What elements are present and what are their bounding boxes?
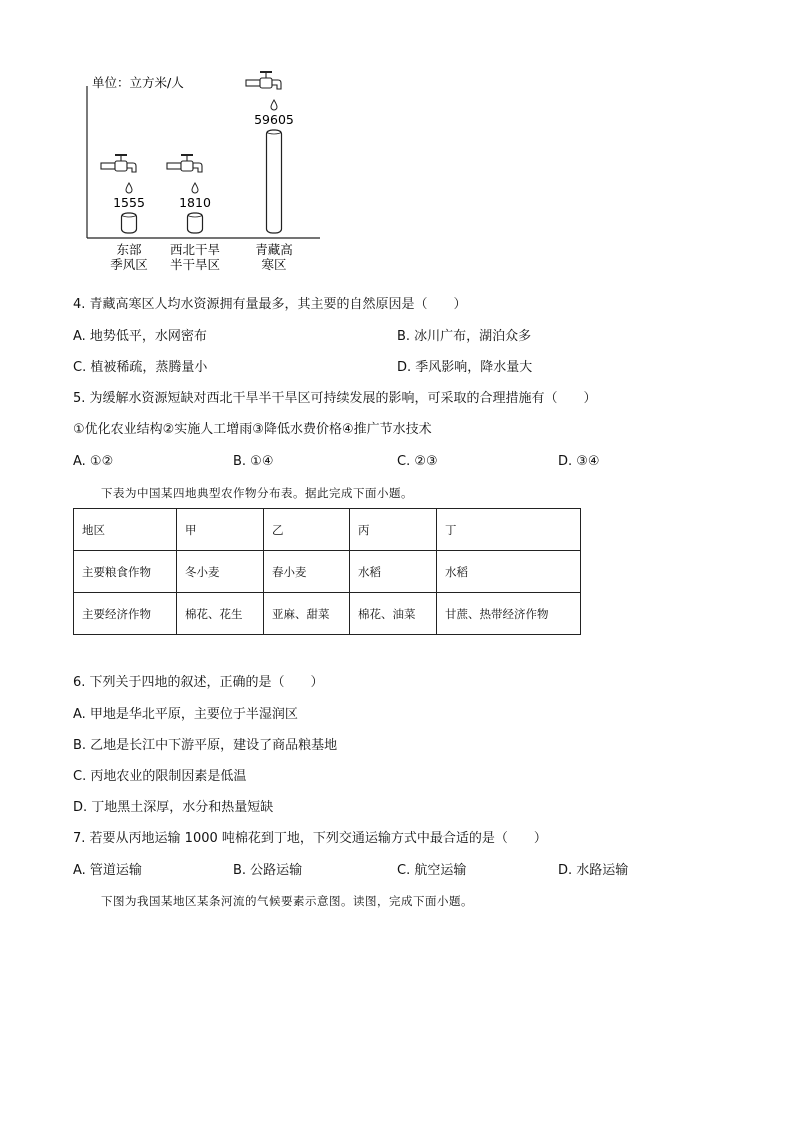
table-row <box>74 551 581 593</box>
q6-option-a[interactable]: A. 甲地是华北平原，主要位于半湿润区 <box>73 707 298 722</box>
table-cell: 主要经济作物 <box>74 593 177 635</box>
q5-option-a[interactable]: A. ①② <box>73 454 114 469</box>
q7-option-d[interactable]: D. 水路运输 <box>558 863 629 878</box>
q4-option-a[interactable]: A. 地势低平，水网密布 <box>73 329 207 344</box>
category-label: 东部 <box>116 242 142 257</box>
table-header-cell: 乙 <box>264 509 350 551</box>
table-cell: 冬小麦 <box>177 551 264 593</box>
table-cell: 主要粮食作物 <box>74 551 177 593</box>
q5-option-b[interactable]: B. ①④ <box>233 454 274 469</box>
faucet-icon <box>167 155 202 172</box>
table-cell: 棉花、油菜 <box>350 593 437 635</box>
table-cell: 春小麦 <box>264 551 350 593</box>
bar-group <box>167 155 220 272</box>
water-drop-icon <box>192 183 198 193</box>
bar-group <box>246 72 294 272</box>
q6-option-c[interactable]: C. 丙地农业的限制因素是低温 <box>73 769 247 784</box>
q4-stem: 4. 青藏高寒区人均水资源拥有量最多，其主要的自然原因是（ ） <box>73 297 467 312</box>
next-figure-intro: 下图为我国某地区某条河流的气候要素示意图。读图，完成下面小题。 <box>101 894 473 908</box>
table-cell: 水稻 <box>437 551 581 593</box>
q6-option-d[interactable]: D. 丁地黑土深厚，水分和热量短缺 <box>73 800 274 815</box>
water-cylinder <box>188 213 203 233</box>
data-label: 59605 <box>254 112 294 127</box>
table-intro: 下表为中国某四地典型农作物分布表。据此完成下面小题。 <box>101 486 413 500</box>
table-row <box>74 593 581 635</box>
category-label: 青藏高 <box>255 242 293 257</box>
q7-option-a[interactable]: A. 管道运输 <box>73 863 142 878</box>
q4-option-c[interactable]: C. 植被稀疏，蒸腾量小 <box>73 360 208 375</box>
table-cell: 亚麻、甜菜 <box>264 593 350 635</box>
table-header-cell: 地区 <box>74 509 177 551</box>
q7-option-b[interactable]: B. 公路运输 <box>233 863 303 878</box>
table-cell: 甘蔗、热带经济作物 <box>437 593 581 635</box>
water-resources-chart <box>0 0 794 290</box>
category-label: 半干旱区 <box>169 257 221 272</box>
q4-option-b[interactable]: B. 冰川广布，湖泊众多 <box>397 329 532 344</box>
crop-distribution-table <box>73 508 581 635</box>
table-header-cell: 丁 <box>437 509 581 551</box>
water-cylinder <box>122 213 137 233</box>
table-header-row <box>74 509 581 551</box>
water-cylinder <box>267 130 282 233</box>
q5-stem: 5. 为缓解水资源短缺对西北干旱半干旱区可持续发展的影响，可采取的合理措施有（ ） <box>73 391 597 406</box>
data-label: 1555 <box>113 195 145 210</box>
q5-option-d[interactable]: D. ③④ <box>558 454 600 469</box>
faucet-icon <box>246 72 281 89</box>
q7-stem: 7. 若要从丙地运输 1000 吨棉花到丁地，下列交通运输方式中最合适的是（ ） <box>73 831 547 846</box>
category-label: 寒区 <box>261 257 287 272</box>
table-header-cell: 丙 <box>350 509 437 551</box>
q5-option-c[interactable]: C. ②③ <box>397 454 438 469</box>
q6-option-b[interactable]: B. 乙地是长江中下游平原，建设了商品粮基地 <box>73 738 338 753</box>
q4-option-d[interactable]: D. 季风影响，降水量大 <box>397 360 533 375</box>
data-label: 1810 <box>179 195 211 210</box>
table-cell: 水稻 <box>350 551 437 593</box>
category-label: 季风区 <box>110 257 148 272</box>
category-label: 西北干旱 <box>169 242 221 257</box>
table-cell: 棉花、花生 <box>177 593 264 635</box>
water-drop-icon <box>271 100 277 110</box>
table-header-cell: 甲 <box>177 509 264 551</box>
q5-measures: ①优化农业结构②实施人工增雨③降低水费价格④推广节水技术 <box>73 422 432 437</box>
water-drop-icon <box>126 183 132 193</box>
y-axis-unit-label: 单位：立方米/人 <box>92 75 184 90</box>
bar-group <box>101 155 148 272</box>
faucet-icon <box>101 155 136 172</box>
q6-stem: 6. 下列关于四地的叙述，正确的是（ ） <box>73 675 324 690</box>
q7-option-c[interactable]: C. 航空运输 <box>397 863 467 878</box>
